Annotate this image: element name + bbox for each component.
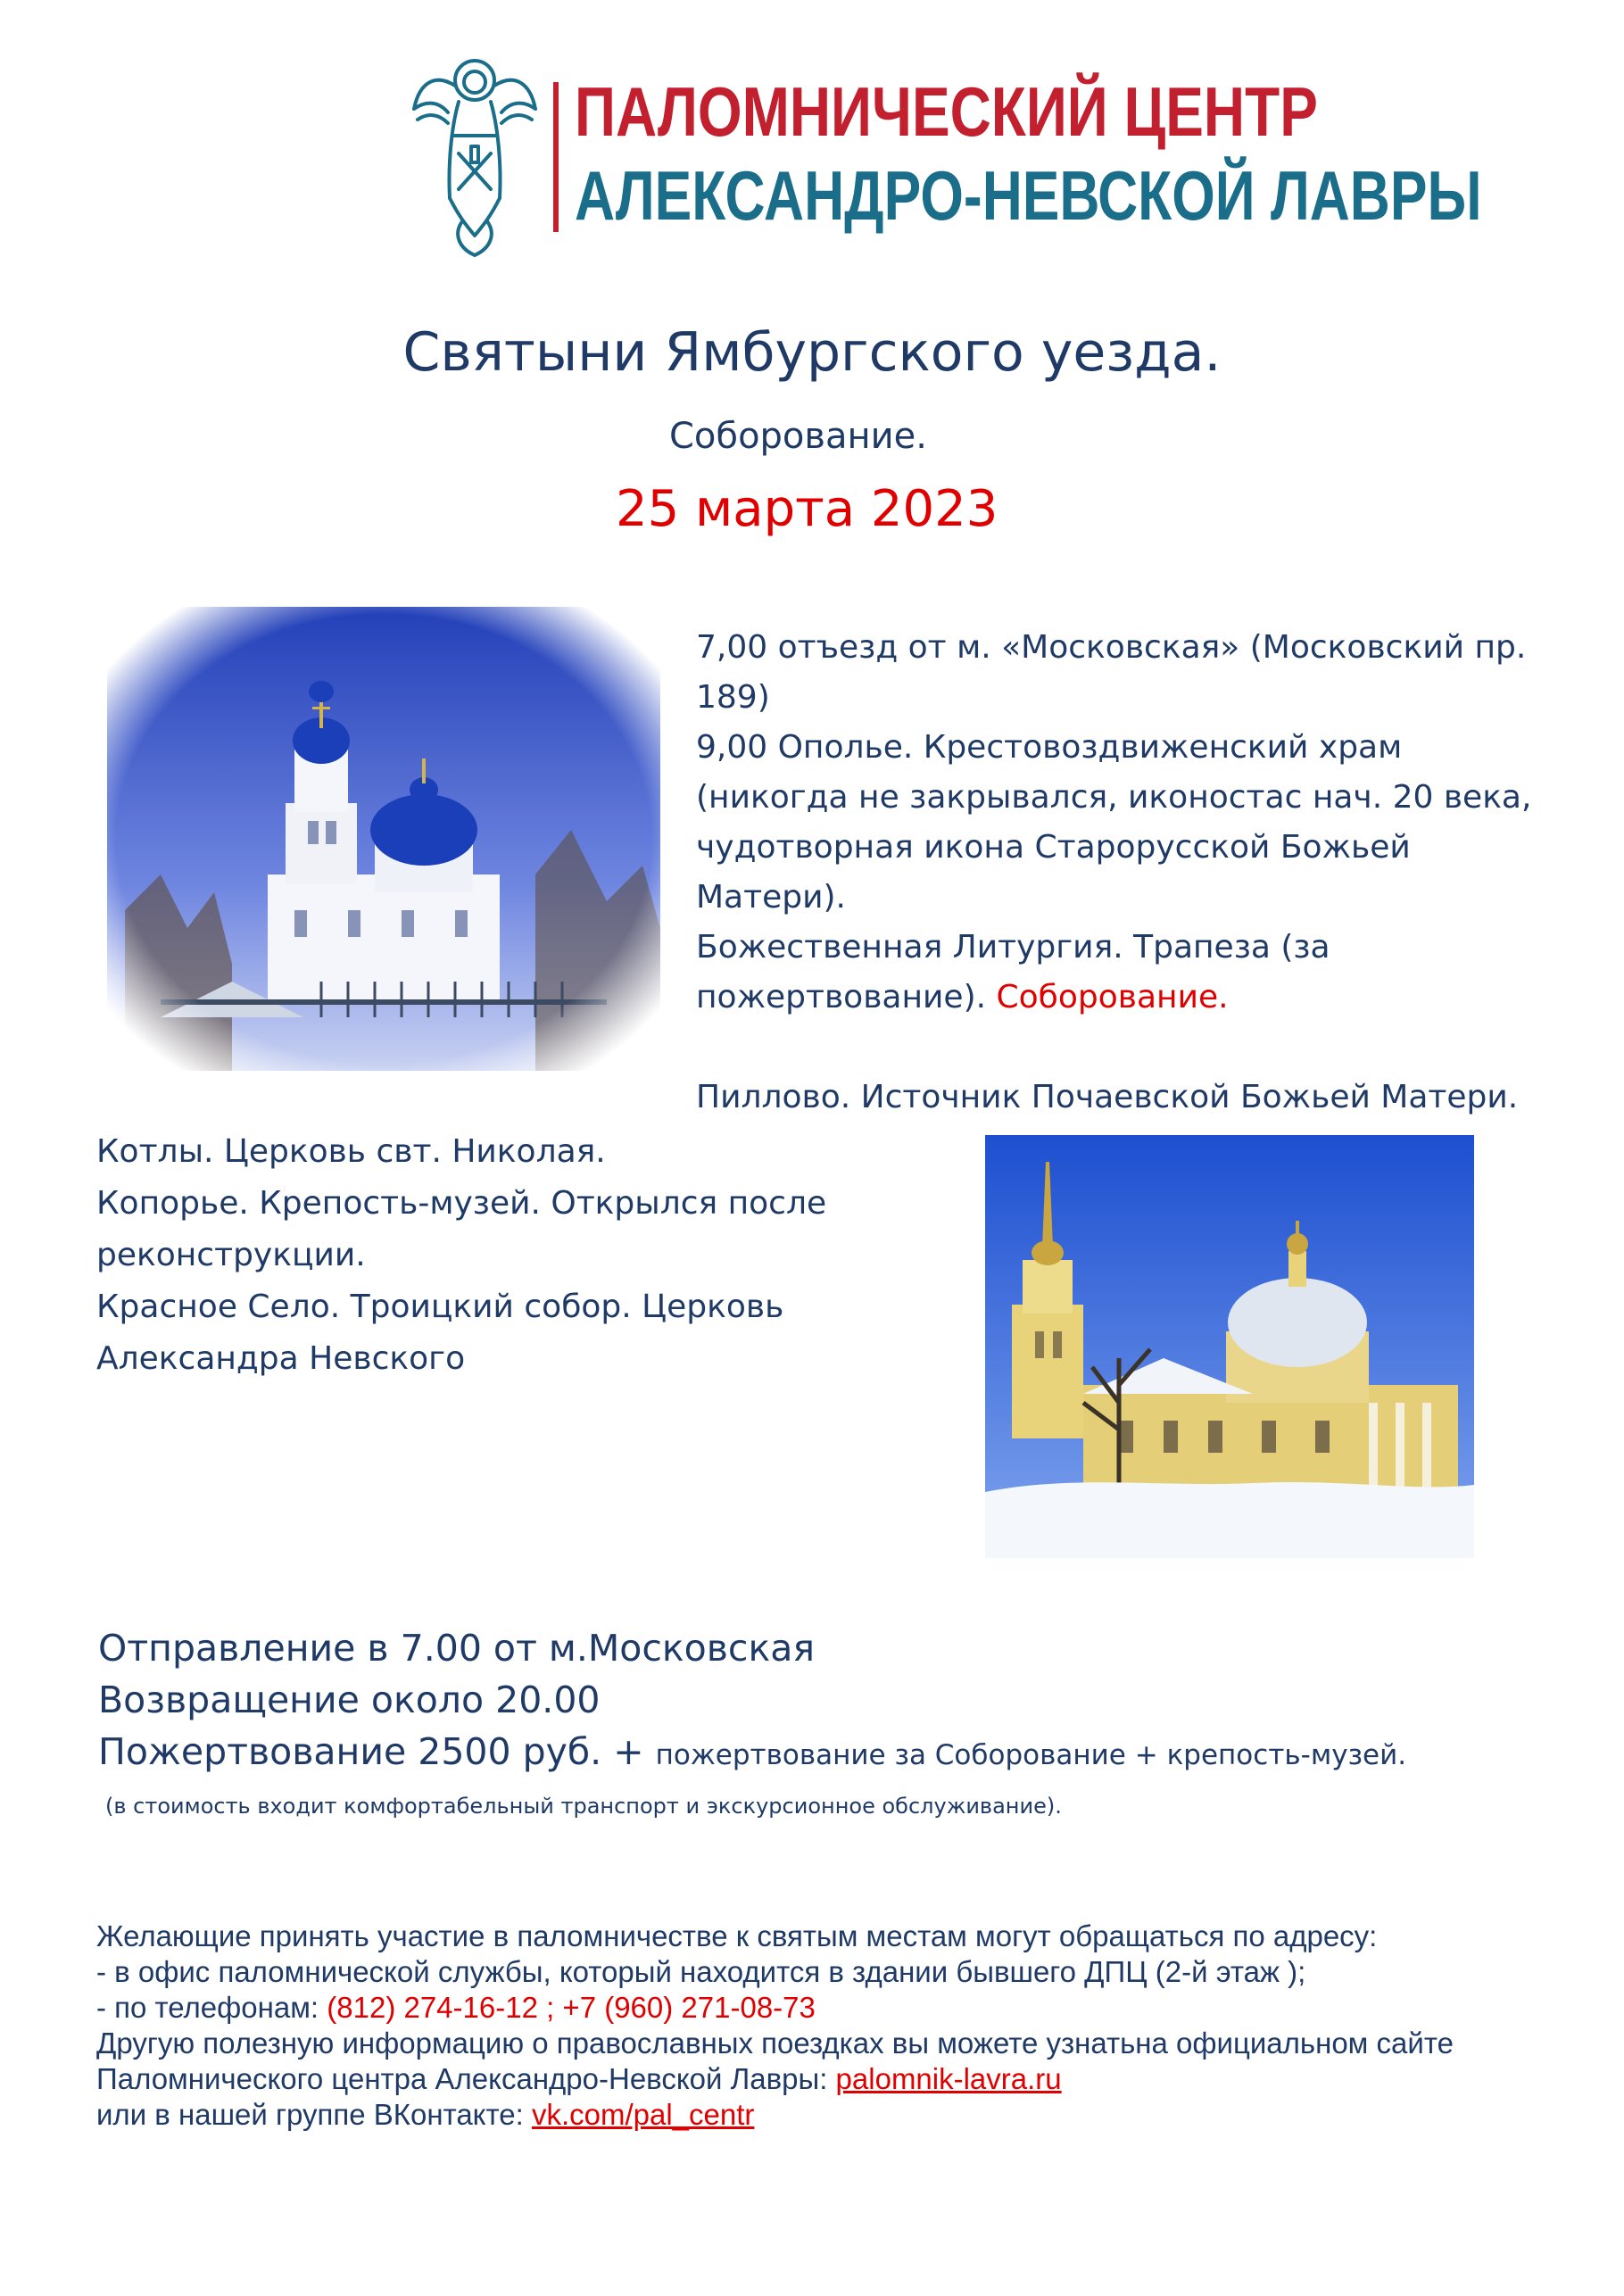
logo-divider <box>553 82 559 232</box>
itinerary-line: Копорье. Крепость-музей. Открылся после <box>96 1185 827 1222</box>
itinerary-text: пожертвование). <box>696 979 997 1015</box>
itinerary-line: Александра Невского <box>96 1340 466 1377</box>
angel-emblem-icon <box>409 46 541 261</box>
itinerary-line: Пиллово. Источник Почаевской Божьей Матери. <box>696 1079 1519 1115</box>
donation-info <box>98 1726 1406 1781</box>
phone-numbers[interactable]: (812) 274-16-12 ; +7 (960) 271-08-73 <box>327 1991 816 2024</box>
contacts-site-line <box>96 2061 1454 2097</box>
contacts-text: или в нашей группе ВКонтакте: <box>96 2098 532 2131</box>
contacts-text: - по телефонам: <box>96 1991 327 2024</box>
itinerary-line: Котлы. Церковь свт. Николая. <box>96 1133 606 1170</box>
itinerary-line: 7,00 отъезд от м. «Московская» (Московский пр. <box>696 629 1527 666</box>
itinerary-line: (никогда не закрывался, иконостас нач. 20 века, <box>696 779 1532 816</box>
contacts-line: Другую полезную информацию о православных поездках вы можете узнатьна официальном сайте <box>96 2027 1454 2060</box>
event-date: 25 марта 2023 <box>616 480 998 538</box>
page-title: Святыни Ямбургского уезда. <box>402 321 1222 384</box>
itinerary-line: Божественная Литургия. Трапеза (за <box>696 929 1330 966</box>
contacts-block <box>96 1919 1454 2133</box>
contacts-vk-line <box>96 2097 1454 2133</box>
unction-highlight: Соборование. <box>996 979 1229 1015</box>
brand-name-line2: АЛЕКСАНДРО-НЕВСКОЙ ЛАВРЫ <box>575 156 1482 235</box>
itinerary-line: Красное Село. Троицкий собор. Церковь <box>96 1289 784 1325</box>
church-photo-krasnoe-selo <box>985 1135 1474 1558</box>
website-link[interactable]: palomnik-lavra.ru <box>835 2062 1062 2095</box>
itinerary-right <box>696 623 1553 1123</box>
page-subtitle: Соборование. <box>669 416 927 457</box>
contacts-phones-line <box>96 1990 1454 2026</box>
itinerary-line: 189) <box>696 679 770 716</box>
donation-amount: Пожертвование 2500 руб. + <box>98 1730 656 1773</box>
itinerary-line: реконструкции. <box>96 1237 366 1273</box>
price-note: (в стоимость входит комфортабельный транспорт и экскурсионное обслуживание). <box>105 1794 1062 1819</box>
return-info: Возвращение около 20.00 <box>98 1678 601 1721</box>
departure-info: Отправление в 7.00 от м.Московская <box>98 1627 816 1670</box>
vk-link[interactable]: vk.com/pal_centr <box>531 2098 755 2131</box>
trip-info <box>98 1622 1406 1781</box>
church-photo-opolye <box>107 607 660 1071</box>
itinerary-line: 9,00 Ополье. Крестовоздвиженский храм <box>696 729 1403 766</box>
itinerary-line <box>696 973 1553 1023</box>
itinerary-left <box>96 1126 899 1385</box>
brand-name-line1: ПАЛОМНИЧЕСКИЙ ЦЕНТР <box>575 72 1318 151</box>
itinerary-spacer <box>696 1023 1553 1073</box>
itinerary-line: чудотворная икона Старорусской Божьей <box>696 829 1411 866</box>
contacts-text: Паломнического центра Александро-Невской Лавры: <box>96 2062 836 2095</box>
contacts-line: Желающие принять участие в паломничестве к святым местам могут обращаться по адресу: <box>96 1919 1378 1952</box>
contacts-line: - в офис паломнической службы, который находится в здании бывшего ДПЦ (2-й этаж ); <box>96 1955 1306 1988</box>
donation-extra: пожертвование за Соборование + крепость-музей. <box>655 1739 1407 1771</box>
itinerary-line: Матери). <box>696 879 846 916</box>
